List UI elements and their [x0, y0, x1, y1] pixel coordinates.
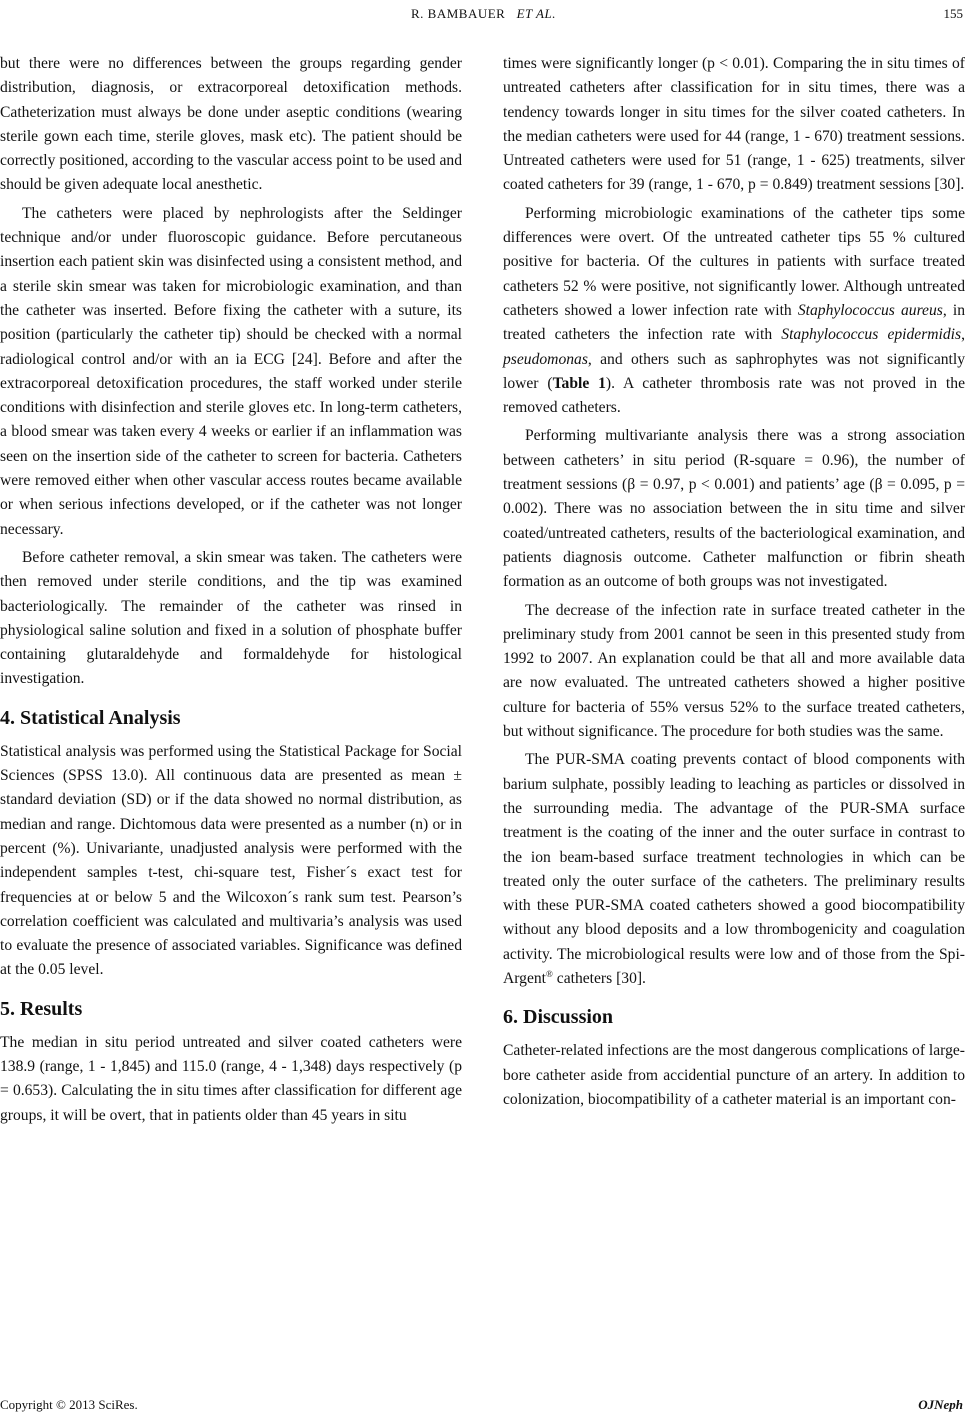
paragraph: Performing multivariante analysis there was a strong association between catheters’ in situ period (R-square = 0.96), the number of treatment sessions (β = 0.97, p < 0.001) and patients’ age (β = 0.095, p = 0.002). There was no association between the in situ time and silver coated/untreated catheters, results of the bacteriological examination, and patients diagnosis outcome. Catheter malfunction or fibrin sheath formation as an outcome of both groups was not investigated.	[503, 427, 965, 591]
text-run: , in treated catheters the infection rate with	[503, 301, 966, 344]
paragraph: The median in situ period untreated and silver coated catheters were 138.9 (range, 1 - 1,845) and 115.0 (range, 4 - 1,348) days respectively (p = 0.653). Calculating the in situ times after classification for different age groups, it will be overt, that in patients older than 45 years in situ	[0, 1033, 462, 1124]
species-name: Staphylococcus epidermidis	[781, 326, 962, 344]
journal-name: OJNeph	[918, 1397, 963, 1412]
species-name: pseudomonas	[503, 350, 588, 368]
page-number: 155	[943, 6, 963, 21]
paragraph: Statistical analysis was performed using the Statistical Package for Social Sciences (SPSS 13.0). All continuous data are presented as mean ± standard deviation (SD) or if the data showed no normal distribution, as median and range. Dichtomous data were presented as a number (n) or in percent (%). Univariante, unadjusted analysis were performed with the independent samples t-test, chi-square test, Fisher´s exact test for frequencies at or below 5 and the Wilcoxon´s rank sum test. Pearson’s correlation coefficient was calculated and multivaria’s analysis was used to evaluate the presence of associated variables. Significance was defined at the 0.05 level.	[0, 742, 462, 979]
section-heading-discussion: 6. Discussion	[503, 1006, 614, 1029]
species-name: Staphylococcus aureus	[797, 301, 943, 319]
paragraph-pur-sma	[503, 748, 965, 991]
text-run: ,	[961, 326, 965, 344]
right-column	[503, 52, 965, 1116]
registered-mark: ®	[546, 968, 553, 979]
paragraph: The catheters were placed by nephrologists after the Seldinger technique and/or under fluoroscopic guidance. Before percutaneous insertion each patient skin was disinfected using a consistent method, and a sterile skin smear was taken for microbiologic examination, and than the catheter was inserted. Before fixing the catheter with a suture, its position (particularly the catheter tip) should be checked with a normal radiological control and/or with an ia ECG [24]. Before and after the extracorporeal detoxification procedures, the staff worked under sterile conditions with disinfection and sterile gloves etc. In long-term catheters, a blood smear was taken every 4 weeks or earlier if an inflammation was seen on the insertion side of the catheter to screen for bacteria. Catheters were removed either when other vascular access routes became available or when serious infections developed, or if the catheter was not longer necessary.	[0, 204, 462, 538]
paragraph: Catheter-related infections are the most dangerous complications of large-bore catheter aside from accidential puncture of an artery. In addition to colonization, biocompatibility of a catheter material is an important con-	[503, 1042, 965, 1108]
authors-main: R. BAMBAUER	[411, 6, 506, 21]
text-run: catheters [30].	[552, 969, 646, 987]
copyright-notice: Copyright © 2013 SciRes.	[0, 1397, 138, 1412]
paragraph: The decrease of the infection rate in surface treated catheter in the preliminary study from 2001 cannot be seen in this presented study from 1992 to 2007. An explanation could be that all and more available data are now evaluated. The untreated catheters showed a higher positive culture for bacteria of 55% versus 52% to the surface treated catheters, but without significance. The procedure for both studies was the same.	[503, 601, 965, 741]
running-head-authors	[0, 6, 967, 22]
left-column	[0, 52, 462, 1132]
table-reference-link[interactable]: Table 1	[552, 374, 606, 392]
text-run: Performing microbiologic examinations of the catheter tips some differences were overt. Of the untreated catheter tips 55 % cultured positive for bacteria. Of the cultures in patients with surface treated catheters 52 % were positive, not significantly lower. Although untreated catheters showed a lower infection rate with	[503, 204, 965, 319]
authors-etal: ET AL.	[516, 6, 556, 21]
section-heading-results: 5. Results	[0, 997, 83, 1020]
text-run: , and others such as saphrophytes was not significantly lower (	[503, 350, 965, 392]
text-run: ). A catheter thrombosis rate was not proved in the removed catheters.	[503, 374, 965, 417]
paragraph-microbiology	[503, 202, 965, 421]
paragraph: times were significantly longer (p < 0.01). Comparing the in situ times of untreated catheters after classification for in situ times, there was a tendency towards longer in situ times for the silver coated catheters. In the median catheters were used for 44 (range, 1 - 670) treatment sessions. Untreated catheters were used for 51 (range, 1 - 625) treatments, silver coated catheters for 39 (range, 1 - 670, p = 0.849) treatment sessions [30].	[503, 55, 965, 194]
paragraph: Before catheter removal, a skin smear was taken. The catheters were then removed under sterile conditions, and the tip was examined bacteriologically. The remainder of the catheter was rinsed in physiological saline solution and fixed in a solution of phosphate buffer containing glutaraldehyde and formaldehyde for histological investigation.	[0, 548, 462, 688]
page-header	[0, 0, 967, 30]
text-run: The PUR-SMA coating prevents contact of blood components with barium sulphate, possibly leading to leaching as particles or dissolved in the surrounding media. The advantage of the PUR-SMA surface treatment is the coating of the inner and the outer surface in contrast to the ion beam-based surface treatment technologies in which can be treated only the outer surface of the catheters. The preliminary results with these PUR-SMA coated catheters showed a good biocompatibility without any blood deposits and a low thrombogenicity and coagulation activity. The microbiological results were low and of those from the Spi-Argent	[503, 751, 965, 987]
paragraph: but there were no differences between the groups regarding gender distribution, diagnosis, or extracorporeal detoxification methods. Catheterization must always be done under aseptic conditions (wearing sterile gown each time, sterile gloves, mask etc). The patient should be correctly positioned, according to the vascular access point to be used and should be given adequate local anesthetic.	[0, 55, 462, 194]
section-heading-statistical-analysis: 4. Statistical Analysis	[0, 706, 181, 729]
